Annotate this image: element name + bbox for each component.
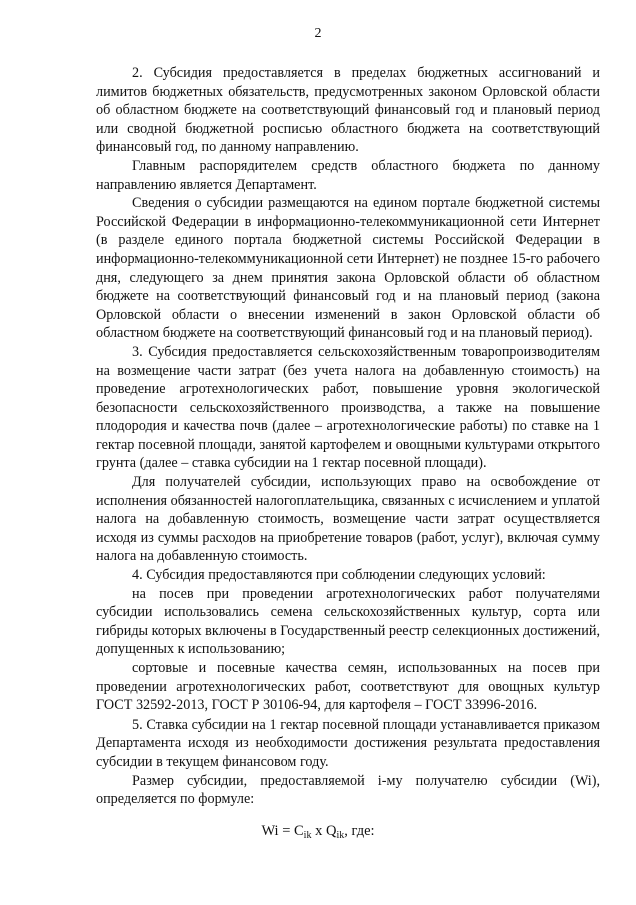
formula-mid: x Q (311, 823, 337, 839)
paragraph-condition-seeds: на посев при проведении агротехнологических работ получателями субсидии использовались семена сельскохозяйственных культур, сорта или гибриды которых включены в Государственный реестр селекционных достижений, допущенных к использованию; (96, 585, 600, 658)
formula-tail: , где: (344, 823, 375, 839)
paragraph-main-administrator: Главным распорядителем средств областного бюджета по данному направлению является Департамент. (96, 157, 600, 193)
paragraph-portal-info: Сведения о субсидии размещаются на едином портале бюджетной системы Российской Федерации в информационно-телекоммуникационной сети Интернет (в разделе единого портала бюджетной системы Российской Федерации в информационно-телекоммуникационной сети Интернет) не позднее 15-го рабочего дня, следующего за днем принятия закона Орловской области об областном бюджете на соответствующий финансовый год и на плановый период (закона Орловской области о внесении изменений в закон Орловской области об областном бюджете на соответствующий финансовый год и на плановый период). (96, 195, 600, 342)
formula-subscript-q: ik (336, 830, 345, 841)
formula-lhs: Wi = C (261, 823, 304, 839)
paragraph-clause-2: 2. Субсидия предоставляется в пределах бюджетных ассигнований и лимитов бюджетных обязательств, предусмотренных законом Орловской области об областном бюджете на соответствующий финансовый год и плановый период или сводной бюджетной росписью областного бюджета на соответствующий финансовый год, по данному направлению. (96, 65, 600, 156)
formula-subscript-c: ik (303, 830, 312, 841)
paragraph-clause-5: 5. Ставка субсидии на 1 гектар посевной площади устанавливается приказом Департамента исходя из необходимости достижения результата предоставления субсидии в текущем финансовом году. (96, 716, 600, 770)
subsidy-formula (0, 823, 636, 841)
paragraph-clause-4: 4. Субсидия предоставляются при соблюдении следующих условий: (132, 567, 546, 584)
paragraph-condition-gost: сортовые и посевные качества семян, использованных на посев при проведении агротехнологических работ, соответствуют для овощных культур ГОСТ 32592-2013, ГОСТ Р 30106-94, для картофеля – ГОСТ 33996-2016. (96, 660, 600, 714)
paragraph-formula-intro: Размер субсидии, предоставляемой i-му получателю субсидии (Wi), определяется по формуле: (96, 772, 600, 808)
page-number: 2 (314, 26, 322, 41)
paragraph-clause-3: 3. Субсидия предоставляется сельскохозяйственным товаропроизводителям на возмещение части затрат (без учета налога на добавленную стоимость) на проведение агротехнологических работ, повышение уровня экологической безопасности сельскохозяйственного производства, а также на повышение плодородия и качества почв (далее – агротехнологические работы) по ставке на 1 гектар посевной площади, занятой картофелем и овощными культурами открытого грунта (далее – ставка субсидии на 1 гектар посевной площади). (96, 343, 600, 472)
paragraph-vat-exemption: Для получателей субсидии, использующих право на освобождение от исполнения обязанностей налогоплательщика, связанных с исчислением и уплатой налога на добавленную стоимость, возмещение части затрат осуществляется исходя из суммы расходов на приобретение товаров (работ, услуг), включая сумму налога на добавленную стоимость. (96, 474, 600, 565)
document-body (96, 64, 600, 809)
